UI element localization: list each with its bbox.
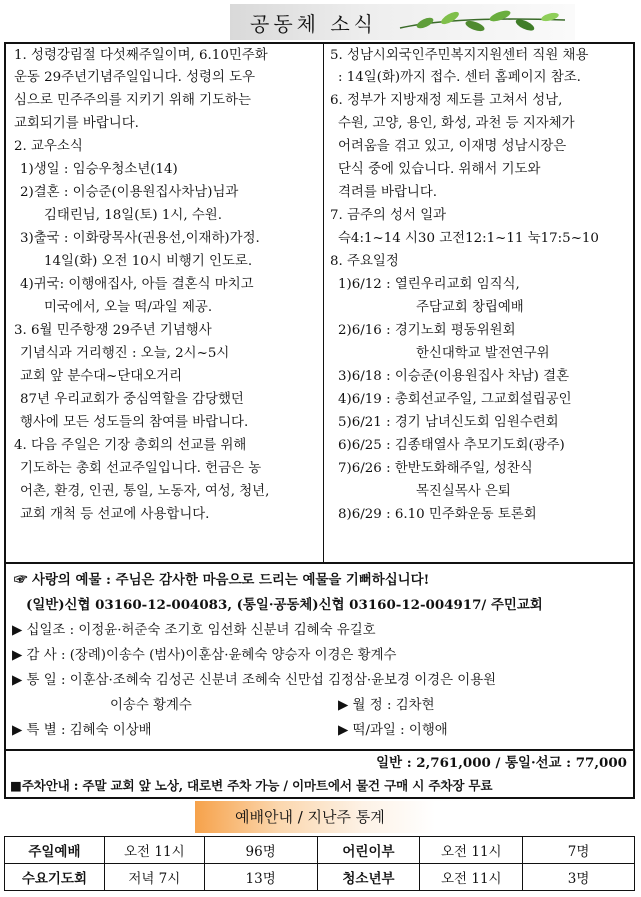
news-item-2-return-1: 4)귀국: 이행애집사, 아들 결혼식 마치고	[20, 277, 254, 292]
header-title: 공동체 소식	[250, 12, 377, 36]
news-item-2-heading: 2. 교우소식	[14, 139, 83, 154]
worship-title: 예배안내 / 지난주 통계	[235, 808, 385, 826]
offering-tithe: ▶ 십일조 : 이정윤·허준숙 조기호 임선화 신분녀 김혜숙 유길호	[12, 623, 376, 638]
community-news-header	[230, 4, 575, 40]
news-item-6-line-3: 어려움을 겪고 있고, 이재명 성남시장은	[338, 139, 567, 154]
news-item-4-line-2: 기도하는 총회 선교주일입니다. 헌금은 농	[20, 461, 262, 476]
worship-name: 어린이부	[317, 837, 420, 864]
worship-name: 주일예배	[5, 837, 105, 864]
news-item-3-line-4: 행사에 모든 성도들의 참여를 바랍니다.	[20, 415, 249, 430]
schedule-item-2: 2)6/16 : 경기노회 평동위원회	[338, 323, 516, 338]
news-item-1-line-3: 심으로 민주주의를 지키기 위해 기도하는	[14, 93, 251, 108]
news-item-1-line-4: 교회되기를 바랍니다.	[14, 116, 139, 131]
column-divider	[323, 44, 324, 562]
schedule-item-6: 6)6/25 : 김종태열사 추모기도회(광주)	[338, 438, 565, 453]
schedule-item-7-cont: 목진실목사 은퇴	[416, 484, 511, 499]
worship-name: 수요기도회	[5, 864, 105, 891]
worship-attendance: 96명	[204, 837, 317, 864]
schedule-item-1: 1)6/12 : 열린우리교회 임직식,	[338, 277, 520, 292]
worship-time: 오전 11시	[420, 837, 523, 864]
schedule-item-3: 3)6/18 : 이승준(이용원집사 차남) 결혼	[338, 369, 570, 384]
worship-name: 청소년부	[317, 864, 420, 891]
news-item-3-line-3: 87년 우리교회가 중심역할을 감당했던	[20, 392, 244, 407]
summary-box	[4, 749, 635, 799]
offering-monthly: ▶ 월 정 : 김차현	[338, 698, 435, 713]
news-item-1-line-1: 1. 성령강림절 다섯째주일이며, 6.10민주화	[14, 48, 268, 63]
offering-special: ▶ 특 별 : 김혜숙 이상배	[12, 723, 152, 738]
worship-attendance: 13명	[204, 864, 317, 891]
worship-attendance: 3명	[523, 864, 635, 891]
news-item-2-wedding-2: 김태린님, 18일(토) 1시, 수원.	[44, 208, 222, 223]
schedule-item-5: 5)6/21 : 경기 남녀신도회 임원수련회	[338, 415, 559, 430]
news-item-4-line-1: 4. 다음 주일은 기장 총회의 선교를 위해	[14, 438, 247, 453]
news-item-3-line-2: 교회 앞 분수대~단대오거리	[20, 369, 183, 384]
news-item-7-heading: 7. 금주의 성서 일과	[330, 208, 447, 223]
offering-thanks: ▶ 감 사 : (장례)이송수 (범사)이훈삼·윤혜숙 양승자 이경은 황계수	[12, 648, 397, 663]
news-item-8-heading: 8. 주요일정	[330, 254, 399, 269]
parking-notice: ■주차안내 : 주말 교회 앞 노상, 대로변 주차 가능 / 이마트에서 물건 구매 시 주차장 무료	[10, 778, 493, 793]
news-item-2-wedding-1: 2)결혼 : 이승준(이용원집사차남)님과	[20, 185, 239, 200]
leaf-branch-icon	[395, 6, 570, 38]
worship-attendance: 7명	[523, 837, 635, 864]
offering-totals: 일반 : 2,761,000 / 통일·선교 : 77,000	[376, 755, 627, 771]
offering-food: ▶ 떡/과일 : 이행애	[338, 723, 448, 738]
news-item-5-line-1: 5. 성남시외국인주민복지지원센터 직원 채용	[330, 48, 589, 63]
news-item-4-line-4: 교회 개척 등 선교에 사용합니다.	[20, 507, 210, 522]
schedule-item-7: 7)6/26 : 한반도화해주일, 성찬식	[338, 461, 533, 476]
news-item-6-line-5: 격려를 바랍니다.	[338, 185, 438, 200]
news-item-2-birthday: 1)생일 : 임승우청소년(14)	[20, 162, 178, 177]
worship-header	[195, 801, 435, 833]
worship-time: 오전 11시	[420, 864, 523, 891]
offering-accounts: (일반)신협 03160-12-004083, (통일·공동체)신협 03160-12-004917/ 주민교회	[26, 597, 543, 613]
news-item-6-line-4: 단식 중에 있습니다. 위해서 기도와	[338, 162, 541, 177]
worship-time: 오전 11시	[104, 837, 204, 864]
news-item-3-heading: 3. 6월 민주항쟁 29주년 기념행사	[14, 323, 212, 338]
schedule-item-4: 4)6/19 : 총회선교주일, 그교회설립공인	[338, 392, 572, 407]
offering-section	[4, 564, 635, 749]
offering-unity: ▶ 통 일 : 이훈삼·조혜숙 김성곤 신분녀 조혜숙 신만섭 김정삼·윤보경 이경은 이용원	[12, 673, 497, 688]
worship-stats-table	[4, 836, 635, 891]
schedule-item-8: 8)6/29 : 6.10 민주화운동 토론회	[338, 507, 537, 522]
news-item-7-readings: 슥4:1~14 시30 고전12:1~11 눅17:5~10	[338, 231, 599, 246]
schedule-item-1-cont: 주담교회 창립예배	[416, 300, 524, 315]
worship-time: 저녁 7시	[104, 864, 204, 891]
news-item-2-return-2: 미국에서, 오늘 떡/과일 제공.	[44, 300, 213, 315]
news-box	[4, 42, 635, 564]
news-item-1-line-2: 운동 29주년기념주일입니다. 성령의 도우	[14, 70, 256, 85]
news-item-6-line-1: 6. 정부가 지방재정 제도를 고쳐서 성남,	[330, 93, 563, 108]
news-item-5-line-2: : 14일(화)까지 접수. 센터 홈페이지 참조.	[338, 70, 581, 85]
news-item-3-line-1: 기념식과 거리행진 : 오늘, 2시~5시	[20, 346, 230, 361]
offering-unity-cont: 이송수 황계수	[110, 698, 192, 713]
news-item-2-departure-1: 3)출국 : 이화랑목사(권용선,이재하)가정.	[20, 231, 260, 246]
table-row	[5, 837, 635, 864]
schedule-item-2-cont: 한신대학교 발전연구위	[416, 346, 550, 361]
news-item-4-line-3: 어촌, 환경, 인권, 통일, 노동자, 여성, 청년,	[20, 484, 270, 499]
news-item-2-departure-2: 14일(화) 오전 10시 비행기 인도로.	[44, 254, 253, 269]
offering-headline: ☞ 사랑의 예물 : 주님은 감사한 마음으로 드리는 예물을 기뻐하십니다!	[14, 572, 430, 588]
news-item-6-line-2: 수원, 고양, 용인, 화성, 과천 등 지자체가	[338, 116, 575, 131]
table-row	[5, 864, 635, 891]
